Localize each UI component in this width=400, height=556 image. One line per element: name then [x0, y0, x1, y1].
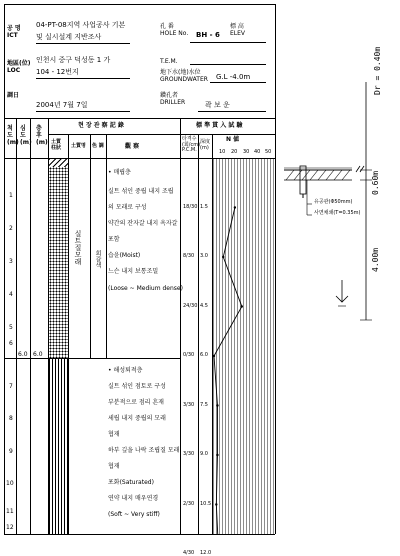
spt-depth-value: 7.5 [200, 401, 208, 408]
layer1-thick: 6.0 [33, 351, 43, 358]
depth-060-label: 0.60m [371, 170, 380, 195]
tem-label: T.E.M. [160, 58, 178, 65]
scale-number: 5 [9, 324, 13, 331]
layer2-desc-line: 부분적으로 점리 흔재 [108, 399, 164, 406]
spt-depth-value: 1.5 [200, 203, 208, 210]
project-line-2: 및 실시설계 지반조사 [36, 33, 102, 41]
col-spt-depth: 深度 (m) [200, 139, 211, 151]
layer2-desc-line: 협재 [108, 431, 120, 438]
scale-number: 10 [6, 480, 14, 487]
scale-number: 1 [9, 192, 13, 199]
layer2-desc-line: 포화(Saturated) [108, 479, 154, 486]
location-label: 地區(位) LOC [7, 60, 31, 74]
project-line-1: 04-PT-08지역 사업공사 기본 [36, 21, 126, 29]
scale-number: 3 [9, 258, 13, 265]
layer1-desc-line: 약간의 잔자갈 내지 옥자갈 [108, 220, 178, 227]
layer2-desc-line: (Soft ~ Very stiff) [108, 511, 160, 518]
layer1-desc-line: 습윤(Moist) [108, 252, 141, 259]
spt-blows-value: 3/30 [183, 401, 195, 408]
col-thick: 층 후 (m) [36, 125, 48, 146]
fill-top-pattern [49, 159, 68, 167]
layer1-desc-line: (Loose ~ Medium dense) [108, 285, 183, 292]
driller-label: 鑽孔者 DRILLER [160, 92, 186, 106]
spt-blows-value: 18/30 [183, 203, 198, 210]
spt-depth-value: 10.5 [200, 500, 212, 507]
layer2-desc-line: • 해성퇴적층 [108, 367, 143, 374]
n-tick-20: 20 [231, 149, 238, 155]
driller-value: 곽 보 운 [205, 101, 230, 109]
col-depth: 심 도 (m) [20, 125, 32, 146]
layer2-desc-line: 실트 섞인 점토로 구성 [108, 383, 166, 390]
col-desc-title: 현 장 관 察 記 錄 [78, 122, 124, 129]
col-spt-blows: 타격수 (회/cm) P.C.M. [182, 136, 201, 153]
layer2-desc-line: 세립 내지 중립의 모래 [108, 415, 166, 422]
spt-blows-value: 2/30 [183, 500, 195, 507]
n-tick-50: 50 [265, 149, 272, 155]
scale-number: 7 [9, 383, 13, 390]
n-value-chart [212, 158, 275, 534]
scale-number: 4 [9, 291, 13, 298]
scale-number: 11 [6, 508, 14, 515]
location-line-2: 104 - 12번지 [36, 68, 79, 76]
layer2-desc-line: 협재 [108, 463, 120, 470]
col-symbol: 土質 柱狀 [51, 139, 62, 151]
spt-blows-value: 3/30 [183, 451, 195, 457]
col-color: 色 調 [92, 143, 104, 149]
spt-depth-value: 4.5 [200, 302, 208, 309]
fill-layer-pattern [49, 167, 68, 358]
project-label: 공 명 ICT [7, 25, 21, 39]
hole-label: 孔 番 HOLE No. [160, 23, 189, 37]
col-spt-group: 標 準 貫 入 試 驗 [196, 122, 243, 129]
groundwater-value: G.L -4.0m [216, 73, 251, 81]
scale-number: 8 [9, 415, 13, 422]
spt-blows-value: 24/30 [183, 302, 198, 309]
layer1-desc-line: 실트 섞인 중립 내지 조립 [108, 188, 174, 195]
n-tick-10: 10 [219, 149, 226, 155]
hole-value: BH - 6 [196, 31, 220, 39]
n-tick-30: 30 [243, 149, 250, 155]
groundwater-label: 地下水(地)水位 GROUNDWATER [160, 69, 208, 83]
clay-layer-pattern [49, 359, 68, 534]
location-line-1: 인천시 중구 덕성동 1 가 [36, 56, 111, 64]
scale-number: 12 [6, 524, 14, 531]
elev-label: 標 高 ELEV [230, 23, 246, 37]
scale-number: 9 [9, 448, 13, 455]
n-value-line [214, 208, 242, 535]
col-n-label: N 値 [226, 136, 240, 143]
note-pipe: 유공관(Φ50mm) [314, 199, 353, 205]
col-soil-name: 土質명 [71, 143, 86, 149]
dr-label: Dr = 0.40m [373, 46, 382, 95]
layer1-desc-line: 느슨 내지 보통조밀 [108, 268, 159, 275]
date-value: 2004년 7월 7일 [36, 101, 88, 109]
spt-depth-value: 3.0 [200, 253, 208, 259]
spt-blows-value: 0/30 [183, 352, 195, 358]
layer1-soil-name: 실트질모래 [74, 230, 82, 265]
spt-depth-value: 12.0 [200, 550, 212, 556]
date-label: 調日 [7, 92, 20, 99]
n-tick-40: 40 [254, 149, 261, 155]
layer1-desc-line: • 매립층 [108, 169, 131, 176]
layer1-desc-line: 의 모래로 구성 [108, 204, 147, 211]
layer1-color: 회갈색 [94, 250, 101, 268]
layer1-desc-line: 포함 [108, 236, 120, 243]
spt-blows-value: 8/30 [183, 253, 195, 259]
spt-depth-value: 9.0 [200, 451, 208, 457]
scale-number: 2 [9, 225, 13, 232]
layer2-desc-line: 하부 깊을 나락 조립질 모래 [108, 447, 180, 454]
col-desc: 觀 察 [125, 143, 140, 150]
depth-400-label: 4.00m [371, 247, 380, 272]
note-cover: 사면채쇄(T=0.35m) [314, 210, 361, 216]
spt-blows-value: 4/30 [183, 550, 195, 556]
scale-number: 6 [9, 340, 13, 347]
col-scale: 척 도 (m) [7, 125, 19, 146]
layer1-depth: 6.0 [18, 351, 28, 358]
spt-depth-value: 6.0 [200, 352, 208, 358]
layer2-desc-line: 연약 내지 매우연경 [108, 495, 159, 502]
